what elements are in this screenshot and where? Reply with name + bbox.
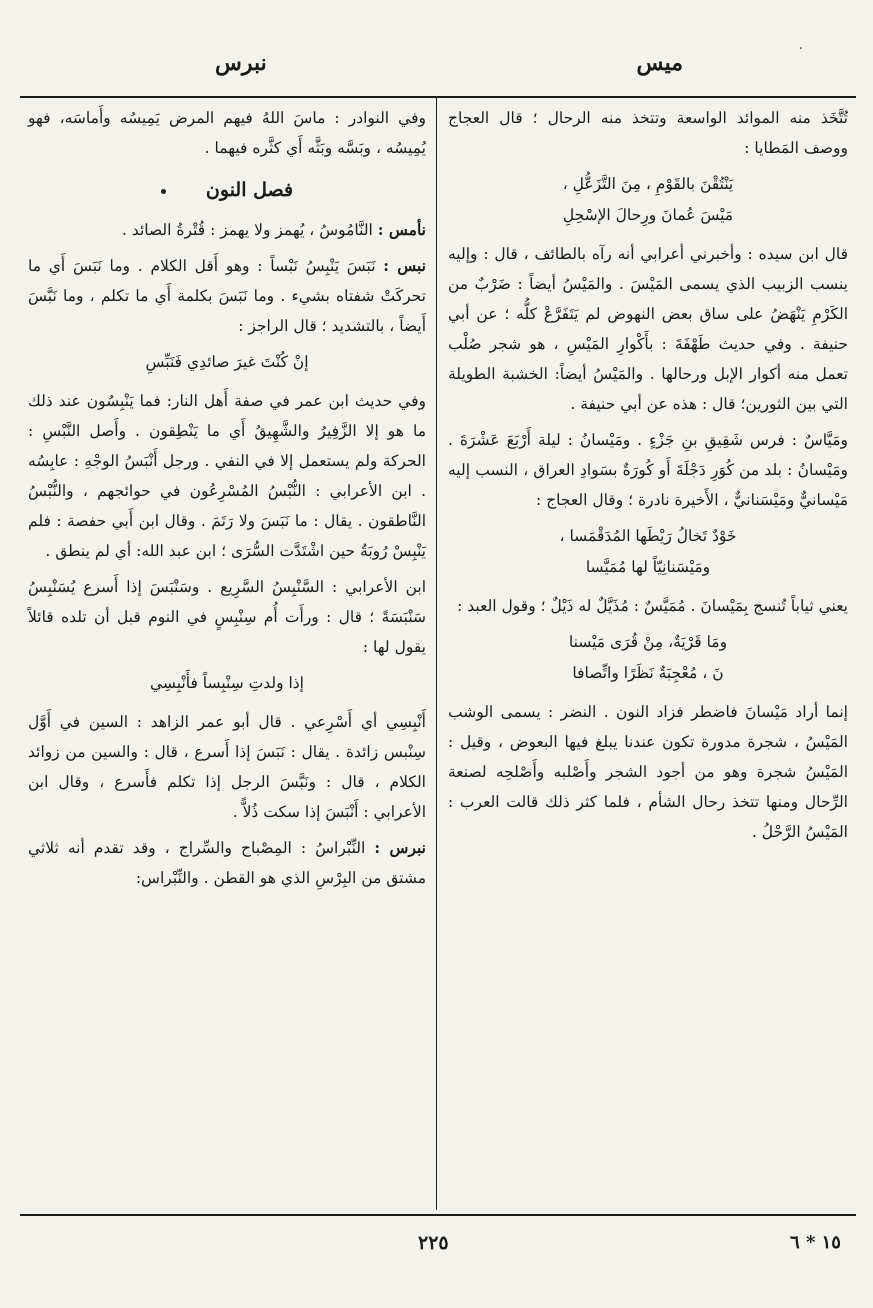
column-divider	[436, 98, 437, 1210]
entry-text: النَّامُوسُ ، يُهمز ولا يهمز : قُتْرةُ الصائد .	[121, 221, 378, 239]
corner-mark: ٠	[797, 40, 805, 56]
verse-block	[28, 668, 426, 699]
right-column	[448, 103, 848, 853]
verse-line: مَيْسَ عُمانَ ورِحالَ الإسْحِلِ	[562, 206, 734, 224]
paragraph: إنما أراد مَيْسانَ فاضطر فزاد النون . النضر : يسمى الوشب المَيْسُ ، شجرة مدورة تكون عندنا يبلغ فيها البعوض ، وقيل : المَيْسُ شجرة وهو من أجود الشجر وأَصْلبه وأَصْلحِه لصنعة الرِّحال ومنها تتخذ رحال الشأم ، فلما كثر ذلك قالت العرب : المَيْسُ الرَّحْلُ .	[448, 703, 848, 841]
verse-block	[448, 521, 848, 583]
paragraph: ابن الأعرابي : السَّنْبِسُ السَّرِيع . وسَنْبَسَ إذا أَسرع يُسَنْبِسُ سَنْبَسَةً ؛ قال : ورأَت أُم سِنْبِسٍ في النوم قبل أن تلده قائلاً يقول لها :	[28, 578, 426, 656]
page-number: ٢٢٥	[418, 1232, 449, 1254]
paragraph: تُتَّخَذ منه الموائد الواسعة وتتخذ منه الرحال ؛ قال العجاج ووصف المَطايا :	[448, 109, 848, 157]
paragraph: وفي النوادر : ماسَ اللهُ فيهم المرض يَمِيسُه وأَماسَه، فهو يُمِيسُه ، وبَسَّه وبَثَّه أَي كثَّره فيهما .	[28, 109, 426, 157]
entry-headword: نبس :	[383, 256, 427, 275]
section-title-text: فصل النون	[205, 179, 294, 201]
bottom-rule	[20, 1214, 856, 1216]
signature-mark: ١٥ * ٦	[790, 1232, 841, 1253]
verse-line: نَ ، مُعْجِبَةٌ نَظَرًا واتِّصافا	[572, 664, 724, 682]
paragraph: قال ابن سيده : وأخبرني أعرابي أنه رآه بالطائف ، قال : وإليه ينسب الزبيب الذي يسمى المَيْسَ . والمَيْسُ أيضاً : ضَرْبٌ من الكَرْمِ يَنْهَضُ على ساق بعض النهوض لم يَتَفَرَّعْ كلُّه ؛ عن أبي حنيفة . وفي حديث طَهْفَةَ : بأَكْوارِ المَيْسِ ، هو شجر صُلْب تعمل منه أكوار الإبل ورحالها . والمَيْسُ أيضاً: الخشبة الطويلة التي بين الثورين؛ قال : هذه عن أبي حنيفة .	[448, 245, 848, 413]
running-header-right: ميس	[636, 50, 683, 76]
paragraph: ومَيَّاسٌ : فرس شَقِيقِ بنِ جَزْءٍ . ومَيْسانُ : ليلة أَرْبَعَ عَشْرَةَ . ومَيْسانُ : بلد من كُوَرِ دَجْلَةَ أَو كُورَةٌ بسَوادِ العراق ، النسب إليه مَيْسانيٌّ ومَيْسَنانيٌّ ، الأَخيرة نادرة ؛ وقال العجاج :	[448, 431, 848, 509]
verse-block	[28, 347, 426, 378]
dictionary-entry	[28, 215, 426, 245]
section-dot	[161, 189, 166, 194]
dictionary-entry	[28, 833, 426, 893]
verse-line: إذا ولدتِ سِنْبِساً فأَنْبِسِي	[150, 674, 304, 692]
top-rule	[20, 96, 856, 98]
dictionary-entry	[28, 251, 426, 341]
verse-line: إنْ كُنْتَ غيرَ صائدِي فَنَبِّسِ	[145, 353, 309, 371]
verse-line: ومَيْسَنانِيّاً لها مُمَيَّسا	[585, 558, 711, 576]
running-header-left: نبرس	[215, 50, 267, 76]
entry-headword: نأمس :	[377, 220, 426, 239]
paragraph: أَنْبِسِي أي أَسْرِعي . قال أبو عمر الزاهد : السين في أَوَّل سِنْبس زائدة . يقال : نَبَسَ إذا أَسرع ، قال : والسين من زوائد الكلام ، قال : ونَبَّسَ الرجل إذا تكلم فأَسرع ، وقال ابن الأعرابي : أَنْبَسَ إذا سكت ذُلاًّ .	[28, 713, 426, 821]
verse-line: خَوْدٌ تَخالُ رَيْطَها المُدَقْمَسا ،	[559, 527, 737, 545]
verse-line: ومَا قَرْيَةٌ، مِنْ قُرَى مَيْسنا	[568, 633, 728, 651]
verse-block	[448, 169, 848, 231]
paragraph: يعني ثياباً تُنسج بِمَيْسانَ . مُمَيَّسٌ : مُذَيَّلٌ له ذَيْلٌ ؛ وقول العبد :	[457, 597, 848, 615]
paragraph: وفي حديث ابن عمر في صفة أَهل النار: فما يَنْبِسُون عند ذلك ما هو إلا الزَّفِيرُ والشَّهِيقُ أَي ما يَنْطِقون . وأَصل النَّبْسِ : الحركة ولم يستعمل إلا في النفي . ورجل أَنْبَسُ الوجْهِ : عابِسُه . ابن الأعرابي : النُّبْسُ المُسْرِعُون في حوائجهم ، والنُّبْسُ النَّاطقون . يقال : ما نَبَسَ ولا رَتَمَ . وقال ابن أَبي حفصة : فلم يَنْبِسْ رُوبَةُ حين اشْتَدَّت السُّرَى ؛ ابن عبد الله: أي لم ينطق .	[28, 392, 426, 560]
left-column	[28, 103, 426, 899]
entry-text: النِّبْراسُ : المِصْباح والسِّراج ، وقد تقدم أنه ثلاثي مشتق من البِرْسِ الذي هو القطن . والنِّبْراس:	[28, 839, 426, 887]
entry-headword: نبرس :	[374, 838, 426, 857]
entry-text: نَبَسَ يَنْبِسُ نَبْساً : وهو أَقل الكلام . وما نَبَسَ أَي ما تحركَتْ شفتاه بشيء . وما نَبَسَ بكلمة أَي ما تكلم ، وما نَبَّسَ أَيضاً ، بالتشديد ؛ قال الراجز :	[28, 257, 426, 335]
section-title	[28, 175, 426, 205]
verse-line: يَنْتُقْنَ بالقَوْمِ ، مِنَ التَّزَعُّلِ ،	[562, 175, 734, 193]
verse-block	[448, 627, 848, 689]
